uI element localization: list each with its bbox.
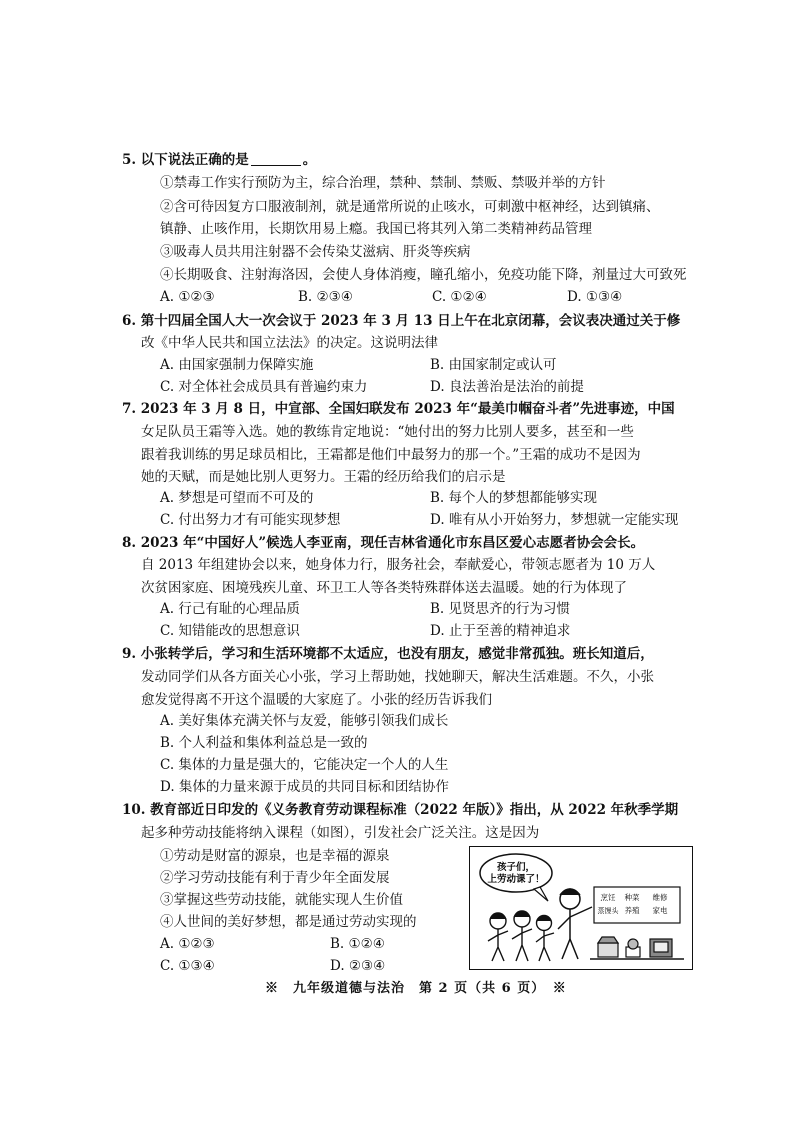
q10-statement-4: ④人世间的美好梦想，都是通过劳动实现的 (160, 914, 417, 930)
question-7-stem-3: 跟着我训练的男足球员相比，王霜都是他们中最努力的那一个。”王霜的成功不是因为 (141, 447, 641, 463)
question-6-stem-1: 6. 第十四届全国人大一次会议于 2023 年 3 月 13 日上午在北京闭幕，会议表决通过关于修 (122, 313, 681, 329)
q9-option-d: D. 集体的力量来源于成员的共同目标和团结协作 (160, 779, 449, 795)
speech-line-1: 孩子们， (496, 862, 536, 873)
question-8-stem-2: 自 2013 年组建协会以来，她身体力行，服务社会，奉献爱心，带领志愿者为 10 万人 (141, 557, 656, 573)
question-8-stem-1: 8. 2023 年“中国好人”候选人李亚南，现任吉林省通化市东昌区爱心志愿者协会会长。 (122, 535, 645, 551)
q8-option-c: C. 知错能改的思想意识 (160, 623, 300, 639)
q9-option-b: B. 个人利益和集体利益总是一致的 (160, 735, 368, 751)
q7-option-c: C. 付出努力才有可能实现梦想 (160, 512, 341, 528)
q6-option-b: B. 由国家制定或认可 (430, 357, 557, 373)
board-word-3: 维修 (652, 893, 668, 902)
speech-bubble (480, 854, 552, 892)
q5-statement-2-cont: 镇静、止咳作用，长期饮用易上瘾。我国已将其列入第二类精神药品管理 (160, 221, 592, 237)
board-word-4: 蒸馒头 (597, 907, 619, 915)
question-9-stem-2: 发动同学们从各方面关心小张，学习上帮助她，找她聊天，解决生活难题。不久，小张 (141, 669, 654, 685)
question-9-stem-3: 愈发觉得离不开这个温暖的大家庭了。小张的经历告诉我们 (141, 692, 492, 708)
question-9-stem-1: 9. 小张转学后，学习和生活环境都不太适应，也没有朋友，感觉非常孤独。班长知道后， (122, 646, 654, 662)
q8-option-d: D. 止于至善的精神追求 (430, 623, 571, 639)
answer-blank (251, 165, 301, 166)
q10-statement-2: ②学习劳动技能有利于青少年全面发展 (160, 870, 390, 886)
speech-line-2: 上劳动课了！ (487, 874, 545, 885)
q5-option-c: C. ①②④ (432, 289, 487, 305)
q10-option-a: A. ①②③ (160, 936, 215, 952)
q5-option-a: A. ①②③ (160, 289, 215, 305)
q9-option-c: C. 集体的力量是强大的，它能决定一个人的人生 (160, 757, 449, 773)
q5-statement-3: ③吸毒人员共用注射器不会传染艾滋病、肝炎等疾病 (160, 244, 471, 260)
question-6-stem-2: 改《中华人民共和国立法法》的决定。这说明法律 (141, 335, 438, 351)
page-footer: ※ 九年级道德与法治 第 2 页（共 6 页） ※ (265, 981, 567, 996)
question-7-stem-4: 她的天赋，而是她比别人更努力。王霜的经历给我们的启示是 (141, 469, 506, 485)
q10-option-b: B. ①②④ (330, 936, 385, 952)
q8-option-a: A. 行己有耻的心理品质 (160, 601, 300, 617)
children-figures (488, 911, 554, 961)
question-7-stem-1: 7. 2023 年 3 月 8 日，中宣部、全国妇联发布 2023 年“最美巾帼奋斗者”先进事迹，中国 (122, 401, 675, 417)
question-7-stem-2: 女足队员王霜等入选。她的教练肯定地说：“她付出的努力比别人要多，甚至和一些 (141, 424, 634, 440)
q7-option-d: D. 唯有从小开始努力，梦想就一定能实现 (430, 512, 679, 528)
q7-option-b: B. 每个人的梦想都能够实现 (430, 490, 598, 506)
board-word-6: 家电 (652, 906, 668, 915)
board-word-2: 种菜 (624, 893, 640, 902)
q9-option-a: A. 美好集体充满关怀与友爱，能够引领我们成长 (160, 713, 449, 729)
q5-statement-4: ④长期吸食、注射海洛因，会使人身体消瘦，瞳孔缩小，免疫功能下降，剂量过大可致死 (160, 267, 687, 283)
labor-class-illustration (469, 846, 693, 970)
q10-option-c: C. ①③④ (160, 958, 215, 974)
question-10-stem-1: 10. 教育部近日印发的《义务教育劳动课程标准（2022 年版）》指出，从 2022 年秋季学期 (122, 802, 679, 818)
board-word-1: 烹饪 (600, 893, 616, 902)
cartoon-drawing (470, 847, 691, 968)
board-word-5: 养殖 (624, 906, 640, 915)
q7-option-a: A. 梦想是可望而不可及的 (160, 490, 314, 506)
q8-option-b: B. 见贤思齐的行为习惯 (430, 601, 571, 617)
question-10-stem-2: 起多种劳动技能将纳入课程（如图），引发社会广泛关注。这是因为 (141, 825, 540, 841)
teacher-figure (558, 889, 592, 959)
q5-option-d: D. ①③④ (567, 289, 623, 305)
q5-option-b: B. ②③④ (298, 289, 353, 305)
q10-option-d: D. ②③④ (330, 958, 386, 974)
q6-option-a: A. 由国家强制力保障实施 (160, 357, 314, 373)
q6-option-d: D. 良法善治是法治的前提 (430, 379, 584, 395)
q5-statement-1: ①禁毒工作实行预防为主，综合治理，禁种、禁制、禁贩、禁吸并举的方针 (160, 175, 606, 191)
tools-objects (590, 937, 684, 959)
question-5-stem: 5. 以下说法正确的是 。 (122, 152, 317, 168)
q5-statement-2: ②含可待因复方口服液制剂，就是通常所说的止咳水，可刺激中枢神经，达到镇痛、 (160, 199, 660, 215)
q10-statement-1: ①劳动是财富的源泉，也是幸福的源泉 (160, 848, 390, 864)
q6-option-c: C. 对全体社会成员具有普遍约束力 (160, 379, 368, 395)
question-8-stem-3: 次贫困家庭、困境残疾儿童、环卫工人等各类特殊群体送去温暖。她的行为体现了 (141, 580, 627, 596)
q10-statement-3: ③掌握这些劳动技能，就能实现人生价值 (160, 892, 403, 908)
